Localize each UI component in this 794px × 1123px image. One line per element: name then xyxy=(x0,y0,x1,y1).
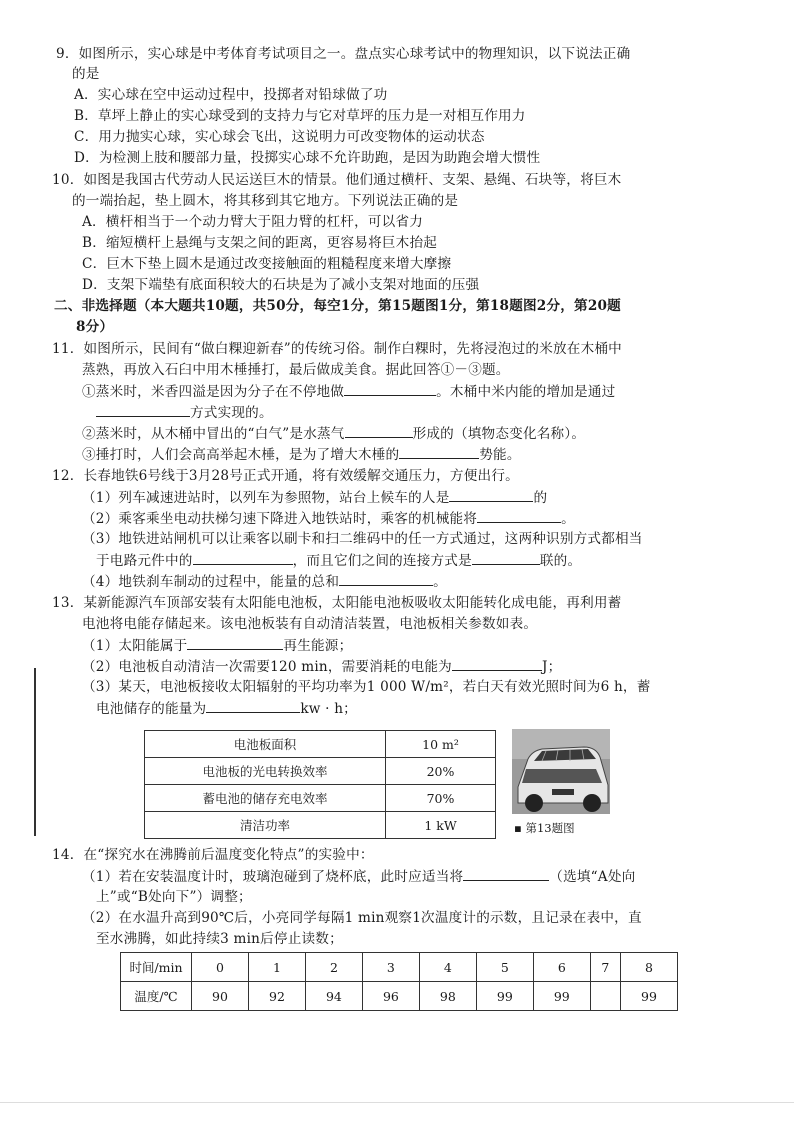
q12-part3-line2 xyxy=(96,550,581,571)
param-value: 10 m² xyxy=(386,731,496,758)
q10-stem-line2: 的一端抬起，垫上圆木，将其移到其它地方。下列说法正确的是 xyxy=(72,193,459,209)
q12-part1-text-a: （1）列车减速进站时，以列车为参照物，站台上候车的人是 xyxy=(82,490,450,506)
q11-blank-2[interactable] xyxy=(96,402,190,417)
temp-cell: 99 xyxy=(476,982,533,1011)
q11-part2-text-a: ②蒸米时，从木桶中冒出的“白气”是水蒸气 xyxy=(82,426,345,442)
temp-cell: 98 xyxy=(419,982,476,1011)
q12-part3-text-b: 于电路元件中的 xyxy=(96,553,193,569)
q11-part2 xyxy=(82,423,585,444)
temp-cell-blank[interactable] xyxy=(590,982,620,1011)
q9-stem-line2: 的是 xyxy=(72,66,100,82)
q12-part1 xyxy=(82,487,547,508)
q12-part4-text-b: 。 xyxy=(433,574,447,590)
q14-part1-line1 xyxy=(82,866,635,887)
temp-cell: 99 xyxy=(620,982,677,1011)
param-name: 电池板的光电转换效率 xyxy=(145,758,386,785)
table-row xyxy=(145,812,496,839)
margin-binding-line xyxy=(34,668,36,836)
q12-part1-text-b: 的 xyxy=(533,490,548,506)
q13-blank-3[interactable] xyxy=(206,698,300,713)
q13-stem-line2: 电池将电能存储起来。该电池板装有自动清洁装置，电池板相关参数如表。 xyxy=(82,616,538,632)
q12-part2-text-b: 。 xyxy=(561,511,575,527)
q12-part4-text-a: （4）地铁刹车制动的过程中，能量的总和 xyxy=(82,574,340,590)
section2-header-line2: 8分） xyxy=(76,319,114,335)
q14-blank-1[interactable] xyxy=(463,866,549,881)
q11-part3-text-b: 势能。 xyxy=(479,447,521,463)
time-cell: 8 xyxy=(620,953,677,982)
q9-stem-line1: 9．如图所示，实心球是中考体育考试项目之一。盘点实心球考试中的物理知识，以下说法正确 xyxy=(56,46,631,62)
q14-part1-text-a: （1）若在安装温度计时，玻璃泡碰到了烧杯底，此时应适当将 xyxy=(82,869,464,885)
temp-cell: 96 xyxy=(362,982,419,1011)
q9-option-c: C．用力抛实心球，实心球会飞出，这说明力可改变物体的运动状态 xyxy=(74,129,485,145)
q9-option-b: B．草坪上静止的实心球受到的支持力与它对草坪的压力是一对相互作用力 xyxy=(74,108,526,124)
q13-stem-line1: 13．某新能源汽车顶部安装有太阳能电池板，太阳能电池板吸收太阳能转化成电能，再利用蓄 xyxy=(52,595,622,611)
q11-stem-line2: 蒸熟，再放入石臼中用木棰捶打，最后做成美食。据此回答①－③题。 xyxy=(82,362,510,378)
q13-part3-line1: （3）某天，电池板接收太阳辐射的平均功率为1 000 W/m²，若白天有效光照时间为6 h，蓄 xyxy=(82,679,651,695)
q11-blank-1[interactable] xyxy=(344,381,436,396)
time-cell: 2 xyxy=(305,953,362,982)
header-cell: 温度/℃ xyxy=(121,982,192,1011)
temp-cell: 94 xyxy=(305,982,362,1011)
q11-part3-text: ③捶打时，人们会高高举起木棰，是为了增大木棰的 xyxy=(82,447,400,463)
q11-blank-3[interactable] xyxy=(345,423,413,438)
time-cell: 0 xyxy=(192,953,249,982)
q13-blank-2[interactable] xyxy=(452,656,542,671)
q12-part3-text-d: 联的。 xyxy=(539,553,582,569)
q12-stem: 12．长春地铁6号线于3月28号正式开通，将有效缓解交通压力，方便出行。 xyxy=(52,468,519,484)
q12-blank-3[interactable] xyxy=(193,550,293,565)
time-cell: 7 xyxy=(590,953,620,982)
table-row xyxy=(121,982,678,1011)
q11-part1-text-c: 方式实现的。 xyxy=(190,405,273,421)
q13-part1-text-a: （1）太阳能属于 xyxy=(82,638,188,654)
q12-part3-line1: （3）地铁进站闸机可以让乘客以刷卡和扫二维码中的任一方式通过，这两种识别方式都相当 xyxy=(82,531,643,547)
q12-part3-text-c: ，而且它们之间的连接方式是 xyxy=(292,553,472,569)
q14-part1-text-b: （选填“A处向 xyxy=(549,869,636,885)
q13-part2-text-a: （2）电池板自动清洁一次需要120 min，需要消耗的电能为 xyxy=(82,659,452,675)
q11-blank-4[interactable] xyxy=(399,444,479,459)
q11-part1 xyxy=(82,381,615,402)
temp-cell: 99 xyxy=(533,982,590,1011)
param-name: 清洁功率 xyxy=(145,812,386,839)
q12-part4 xyxy=(82,571,447,592)
q14-part2-line1: （2）在水温升高到90℃后，小亮同学每隔1 min观察1次温度计的示数，且记录在表中，直 xyxy=(82,910,642,926)
q10-option-d: D．支架下端垫有底面积较大的石块是为了减小支架对地面的压强 xyxy=(82,277,480,293)
q13-part3-line2 xyxy=(96,698,357,719)
q13-part3-text-b: 电池储存的能量为 xyxy=(96,701,207,717)
time-cell: 5 xyxy=(476,953,533,982)
q9-option-d: D．为检测上肢和腰部力量，投掷实心球不允许助跑，是因为助跑会增大惯性 xyxy=(74,150,541,166)
q12-part2 xyxy=(82,508,575,529)
q11-stem-line1: 11．如图所示，民间有“做白粿迎新春”的传统习俗。制作白粿时，先将浸泡过的米放在木桶中 xyxy=(52,341,622,357)
q13-part1-text-b: 再生能源； xyxy=(283,638,353,654)
section2-header-line1: 二、非选择题（本大题共10题，共50分，每空1分，第15题图1分，第18题图2分，第20题 xyxy=(54,298,621,314)
q13-part2-text-b: J； xyxy=(541,659,562,675)
q13-figure-caption: ▪ 第13题图 xyxy=(514,821,575,835)
param-value: 1 kW xyxy=(386,812,496,839)
param-name: 蓄电池的储存充电效率 xyxy=(145,785,386,812)
q13-part2 xyxy=(82,656,561,677)
q14-part2-line2: 至水沸腾，如此持续3 min后停止读数； xyxy=(96,931,343,947)
solar-car-photo xyxy=(512,729,610,814)
q10-stem-line1: 10．如图是我国古代劳动人民运送巨木的情景。他们通过横杆、支架、悬绳、石块等，将巨木 xyxy=(52,172,622,188)
q13-part3-text-c: kw · h； xyxy=(300,701,357,717)
q12-part2-text-a: （2）乘客乘坐电动扶梯匀速下降进入地铁站时，乘客的机械能将 xyxy=(82,511,478,527)
q13-part1 xyxy=(82,635,352,656)
time-cell: 6 xyxy=(533,953,590,982)
q10-option-c: C．巨木下垫上圆木是通过改变接触面的粗糙程度来增大摩擦 xyxy=(82,256,452,272)
q10-option-b: B．缩短横杆上悬绳与支架之间的距离，更容易将巨木抬起 xyxy=(82,235,438,251)
q14-temperature-table xyxy=(120,952,678,1011)
param-value: 70% xyxy=(386,785,496,812)
param-name: 电池板面积 xyxy=(145,731,386,758)
q11-part1-text-a: ①蒸米时，米香四溢是因为分子在不停地做 xyxy=(82,384,345,400)
table-row xyxy=(145,758,496,785)
temp-cell: 90 xyxy=(192,982,249,1011)
q11-part1-text-b: 。木桶中米内能的增加是通过 xyxy=(436,384,616,400)
q14-part1-line2: 上”或“B处向下”）调整； xyxy=(96,889,252,905)
q13-parameter-table xyxy=(144,730,496,839)
q12-blank-2[interactable] xyxy=(477,508,561,523)
q13-blank-1[interactable] xyxy=(187,635,283,650)
time-cell: 1 xyxy=(248,953,305,982)
table-row xyxy=(121,953,678,982)
q10-option-a: A．横杆相当于一个动力臂大于阻力臂的杠杆，可以省力 xyxy=(82,214,424,230)
q11-part3 xyxy=(82,444,521,465)
q9-option-a: A．实心球在空中运动过程中，投掷者对铅球做了功 xyxy=(74,87,388,103)
q14-stem: 14．在“探究水在沸腾前后温度变化特点”的实验中： xyxy=(52,847,374,863)
solar-car-icon xyxy=(512,729,610,814)
table-row xyxy=(145,731,496,758)
time-cell: 4 xyxy=(419,953,476,982)
header-cell: 时间/min xyxy=(121,953,192,982)
time-cell: 3 xyxy=(362,953,419,982)
q12-blank-5[interactable] xyxy=(339,571,433,586)
q12-blank-1[interactable] xyxy=(449,487,533,502)
page-bottom-divider xyxy=(0,1102,794,1103)
q12-blank-4[interactable] xyxy=(472,550,540,565)
temp-cell: 92 xyxy=(248,982,305,1011)
q11-part1-cont xyxy=(96,402,273,423)
param-value: 20% xyxy=(386,758,496,785)
q11-part2-text-b: 形成的（填物态变化名称）。 xyxy=(412,426,586,442)
table-row xyxy=(145,785,496,812)
